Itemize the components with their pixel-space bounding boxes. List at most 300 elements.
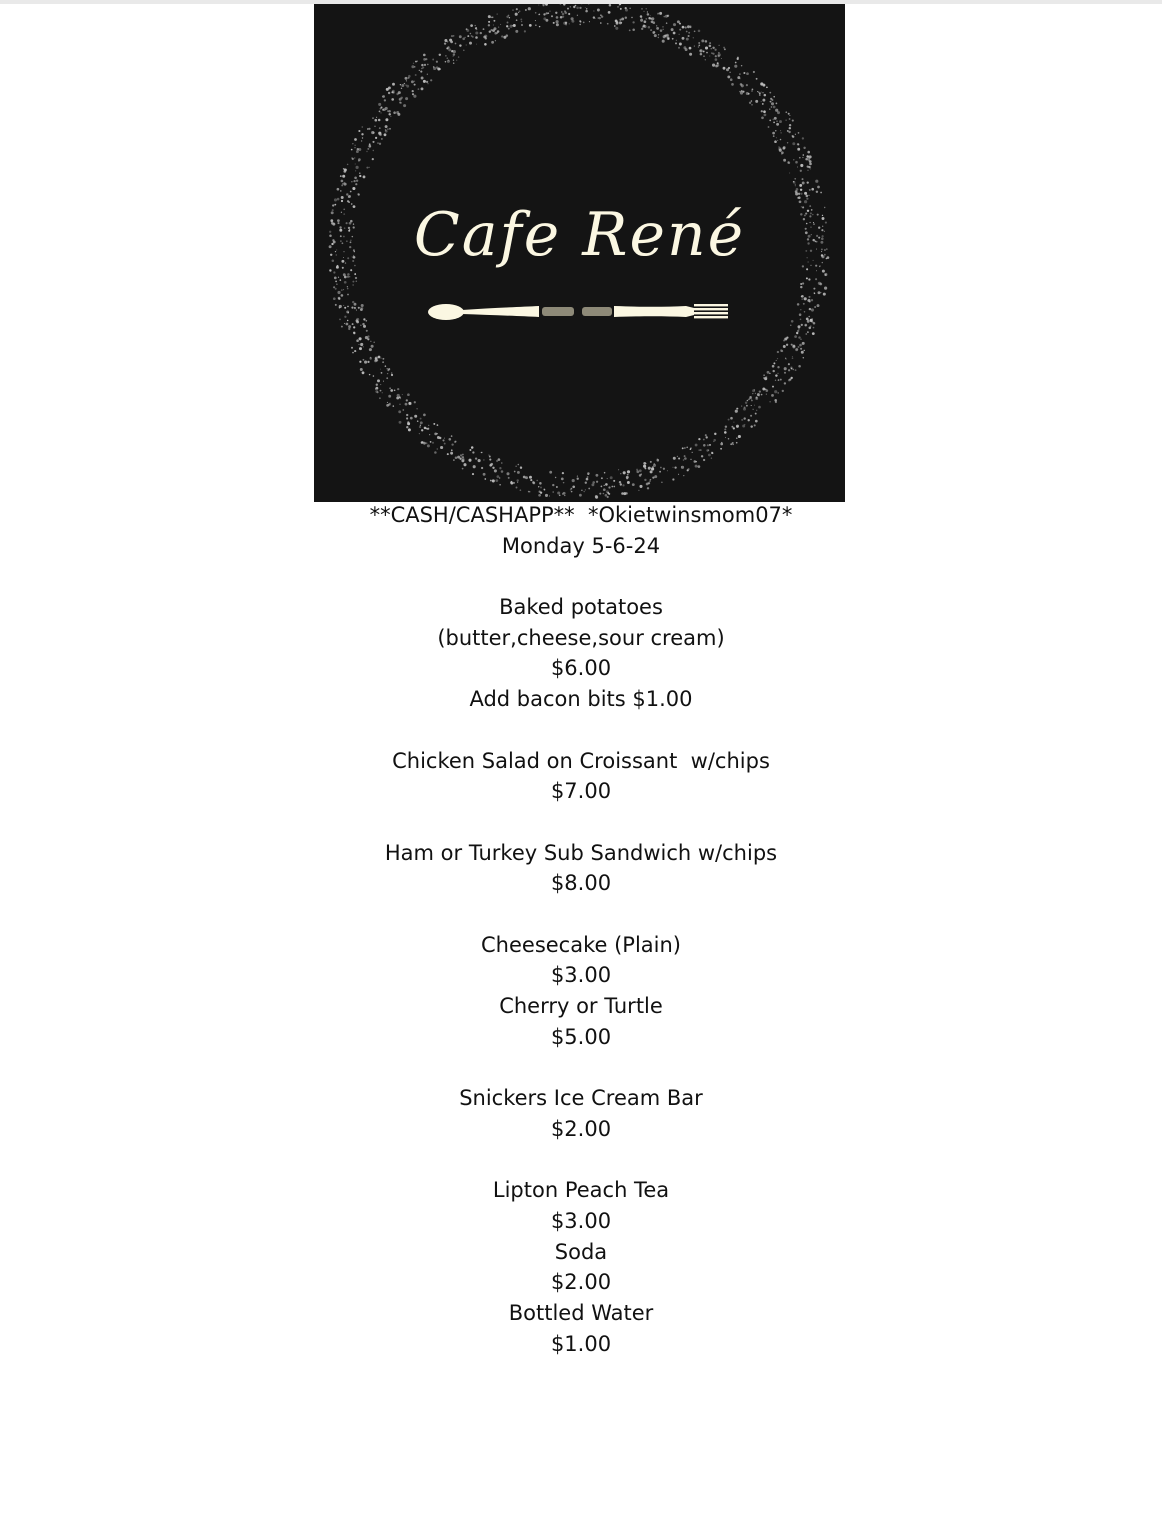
- ring-dot: [625, 16, 627, 18]
- ring-dot: [647, 13, 650, 16]
- ring-dot: [733, 422, 734, 423]
- ring-dot: [662, 26, 663, 27]
- ring-dot: [809, 308, 811, 310]
- ring-dot: [492, 479, 495, 482]
- ring-dot: [351, 307, 353, 309]
- ring-dot: [795, 185, 796, 186]
- ring-dot: [427, 74, 428, 75]
- ring-dot: [764, 94, 767, 97]
- ring-dot: [382, 358, 384, 360]
- ring-dot: [718, 52, 720, 54]
- ring-dot: [538, 4, 539, 5]
- ring-dot: [414, 415, 417, 418]
- ring-dot: [396, 111, 399, 114]
- ring-dot: [751, 90, 753, 92]
- ring-dot: [758, 406, 761, 409]
- ring-dot: [338, 277, 339, 278]
- ring-dot: [507, 22, 509, 24]
- ring-dot: [810, 168, 811, 169]
- ring-dot: [679, 23, 681, 25]
- ring-dot: [415, 61, 417, 63]
- ring-dot: [489, 31, 491, 33]
- ring-dot: [711, 452, 713, 454]
- ring-dot: [788, 113, 790, 115]
- ring-dot: [619, 21, 622, 24]
- ring-dot: [360, 325, 361, 326]
- menu-item-price: $3.00: [550, 963, 612, 988]
- ring-dot: [579, 20, 581, 22]
- ring-dot: [766, 394, 767, 395]
- ring-dot: [741, 65, 742, 66]
- ring-dot: [524, 30, 526, 32]
- ring-dot: [679, 43, 682, 46]
- ring-dot: [720, 443, 723, 446]
- ring-dot: [364, 361, 367, 364]
- ring-dot: [525, 476, 528, 479]
- ring-dot: [799, 344, 802, 347]
- ring-dot: [572, 479, 575, 482]
- ring-dot: [459, 458, 461, 460]
- ring-dot: [535, 12, 537, 14]
- ring-dot: [724, 48, 726, 50]
- ring-dot: [754, 405, 755, 406]
- ring-dot: [647, 11, 648, 12]
- ring-dot: [761, 91, 762, 92]
- ring-dot: [604, 472, 606, 474]
- ring-dot: [370, 341, 371, 342]
- ring-dot: [363, 325, 366, 328]
- ring-dot: [684, 455, 686, 457]
- ring-dot: [461, 459, 464, 462]
- ring-dot: [337, 291, 340, 294]
- ring-dot: [663, 468, 665, 470]
- ring-dot: [383, 381, 384, 382]
- ring-dot: [757, 393, 760, 396]
- ring-dot: [351, 347, 353, 349]
- ring-dot: [813, 327, 815, 329]
- ring-dot: [798, 193, 800, 195]
- ring-dot: [380, 358, 381, 359]
- ring-dot: [356, 150, 359, 153]
- ring-dot: [811, 188, 814, 191]
- ring-dot: [641, 28, 643, 30]
- ring-dot: [623, 471, 626, 474]
- ring-dot: [769, 119, 771, 121]
- ring-dot: [354, 273, 356, 275]
- ring-dot: [778, 146, 779, 147]
- ring-dot: [459, 44, 461, 46]
- ring-dot: [430, 79, 432, 81]
- ring-dot: [369, 167, 370, 168]
- ring-dot: [341, 294, 344, 297]
- ring-dot: [495, 40, 496, 41]
- ring-dot: [481, 467, 483, 469]
- ring-dot: [406, 414, 408, 416]
- ring-dot: [508, 15, 510, 17]
- ring-dot: [653, 464, 656, 467]
- ring-dot: [463, 463, 466, 466]
- ring-dot: [797, 330, 799, 332]
- ring-dot: [344, 323, 345, 324]
- ring-dot: [488, 21, 490, 23]
- ring-dot: [426, 81, 428, 83]
- ring-dot: [772, 118, 774, 120]
- ring-dot: [811, 321, 813, 323]
- fork-icon: [582, 304, 728, 318]
- ring-dot: [790, 325, 791, 326]
- ring-dot: [542, 4, 544, 6]
- ring-dot: [355, 163, 356, 164]
- ring-dot: [375, 388, 376, 389]
- ring-dot: [411, 80, 414, 83]
- ring-dot: [775, 109, 778, 112]
- ring-dot: [797, 167, 798, 168]
- ring-dot: [780, 379, 782, 381]
- ring-dot: [806, 277, 808, 279]
- ring-dot: [351, 157, 353, 159]
- ring-dot: [385, 107, 388, 110]
- ring-dot: [703, 444, 706, 447]
- ring-dot: [617, 6, 619, 8]
- ring-dot: [730, 78, 733, 81]
- ring-dot: [375, 359, 378, 362]
- ring-dot: [553, 22, 555, 24]
- ring-dot: [386, 88, 389, 91]
- ring-dot: [424, 427, 427, 430]
- ring-dot: [418, 88, 420, 90]
- ring-dot: [575, 5, 577, 7]
- ring-dot: [815, 180, 818, 183]
- ring-dot: [365, 336, 368, 339]
- ring-dot: [555, 477, 556, 478]
- ring-dot: [432, 442, 434, 444]
- ring-dot: [643, 462, 646, 465]
- ring-dot: [585, 482, 587, 484]
- ring-dot: [801, 164, 803, 166]
- ring-dot: [359, 173, 360, 174]
- ring-dot: [442, 439, 444, 441]
- ring-dot: [472, 451, 474, 453]
- ring-dot: [549, 495, 550, 496]
- ring-dot: [408, 428, 411, 431]
- ring-dot: [777, 358, 778, 359]
- ring-dot: [476, 44, 477, 45]
- ring-dot: [659, 471, 661, 473]
- ring-dot: [378, 356, 381, 359]
- ring-dot: [433, 66, 435, 68]
- ring-dot: [513, 24, 516, 27]
- ring-dot: [388, 368, 390, 370]
- ring-dot: [684, 457, 687, 460]
- ring-dot: [380, 384, 381, 385]
- ring-dot: [703, 50, 705, 52]
- ring-dot: [417, 61, 418, 62]
- ring-dot: [400, 84, 401, 85]
- ring-dot: [560, 16, 563, 19]
- ring-dot: [604, 485, 605, 486]
- ring-dot: [389, 128, 391, 130]
- ring-dot: [802, 282, 804, 284]
- ring-dot: [714, 49, 716, 51]
- ring-dot: [421, 77, 424, 80]
- ring-dot: [682, 37, 685, 40]
- ring-dot: [804, 297, 807, 300]
- ring-dot: [601, 15, 603, 17]
- ring-dot: [339, 307, 341, 309]
- ring-dot: [762, 103, 764, 105]
- ring-dot: [644, 20, 647, 23]
- ring-dot: [749, 102, 751, 104]
- ring-dot: [771, 106, 772, 107]
- ring-dot: [709, 45, 712, 48]
- ring-dot: [346, 323, 349, 326]
- ring-dot: [399, 102, 401, 104]
- ring-dot: [564, 10, 566, 12]
- ring-dot: [636, 469, 638, 471]
- ring-dot: [478, 459, 481, 462]
- ring-dot: [379, 111, 381, 113]
- ring-dot: [340, 190, 342, 192]
- ring-dot: [797, 303, 800, 306]
- ring-dot: [754, 424, 756, 426]
- ring-dot: [773, 370, 775, 372]
- ring-dot: [391, 372, 393, 374]
- ring-dot: [427, 83, 428, 84]
- ring-dot: [350, 191, 352, 193]
- ring-dot: [408, 75, 411, 78]
- ring-dot: [683, 475, 684, 476]
- ring-dot: [365, 320, 367, 322]
- ring-dot: [351, 149, 353, 151]
- ring-dot: [379, 127, 381, 129]
- ring-dot: [358, 148, 361, 151]
- ring-dot: [529, 491, 531, 493]
- ring-dot: [561, 478, 564, 481]
- ring-dot: [632, 483, 635, 486]
- ring-dot: [545, 494, 548, 497]
- ring-dot: [701, 455, 703, 457]
- ring-dot: [354, 145, 355, 146]
- ring-dot: [368, 128, 370, 130]
- ring-dot: [570, 489, 571, 490]
- ring-dot: [352, 352, 354, 354]
- ring-dot: [774, 399, 777, 402]
- ring-dot: [785, 111, 787, 113]
- ring-dot: [336, 283, 337, 284]
- ring-dot: [353, 332, 355, 334]
- ring-dot: [399, 99, 400, 100]
- ring-dot: [367, 338, 369, 340]
- ring-dot: [622, 484, 624, 486]
- ring-dot: [807, 181, 809, 183]
- ring-dot: [707, 444, 709, 446]
- ring-dot: [444, 438, 445, 439]
- ring-dot: [348, 196, 350, 198]
- ring-dot: [406, 85, 409, 88]
- ring-dot: [774, 390, 777, 393]
- ring-dot: [807, 331, 809, 333]
- ring-dot: [342, 175, 345, 178]
- ring-dot: [503, 36, 506, 39]
- ring-dot: [489, 459, 491, 461]
- ring-dot: [369, 348, 372, 351]
- ring-dot: [700, 449, 702, 451]
- ring-dot: [407, 393, 410, 396]
- ring-dot: [387, 368, 388, 369]
- menu-date: Monday 5-6-24: [501, 533, 661, 558]
- ring-dot: [420, 418, 422, 420]
- ring-dot: [735, 62, 737, 64]
- ring-dot: [769, 401, 770, 402]
- ring-dot: [422, 67, 424, 69]
- ring-dot: [391, 98, 394, 101]
- ring-dot: [784, 382, 786, 384]
- ring-dot: [597, 9, 600, 12]
- ring-dot: [713, 439, 716, 442]
- ring-dot: [640, 19, 643, 22]
- ring-dot: [777, 366, 779, 368]
- ring-dot: [549, 471, 552, 474]
- ring-dot: [434, 451, 437, 454]
- ring-dot: [787, 161, 790, 164]
- ring-dot: [481, 452, 482, 453]
- ring-dot: [389, 403, 391, 405]
- ring-dot: [706, 436, 708, 438]
- ring-dot: [363, 318, 365, 320]
- ring-dot: [648, 483, 650, 485]
- menu-section-potatoes: [0, 592, 1162, 715]
- ring-dot: [583, 22, 585, 24]
- ring-dot: [427, 64, 429, 66]
- ring-dot: [497, 13, 498, 14]
- ring-dot: [468, 459, 471, 462]
- ring-dot: [359, 175, 361, 177]
- ring-dot: [532, 481, 535, 484]
- ring-dot: [789, 127, 791, 129]
- ring-dot: [603, 488, 606, 491]
- ring-dot: [375, 119, 378, 122]
- ring-dot: [410, 417, 413, 420]
- section-gap: [0, 899, 1162, 930]
- ring-dot: [385, 365, 387, 367]
- ring-dot: [351, 181, 352, 182]
- ring-dot: [705, 434, 707, 436]
- ring-dot: [369, 143, 371, 145]
- ring-dot: [773, 106, 776, 109]
- ring-dot: [543, 13, 545, 15]
- ring-dot: [497, 475, 500, 478]
- ring-dot: [751, 104, 753, 106]
- ring-dot: [386, 377, 388, 379]
- ring-dot: [529, 476, 532, 479]
- ring-dot: [802, 178, 804, 180]
- ring-dot: [694, 30, 696, 32]
- ring-dot: [716, 64, 719, 67]
- ring-dot: [373, 150, 374, 151]
- ring-dot: [453, 53, 455, 55]
- menu-item-price: $2.00: [550, 1116, 612, 1141]
- ring-dot: [455, 456, 458, 459]
- ring-dot: [808, 316, 810, 318]
- menu-item-name: Ham or Turkey Sub Sandwich w/chips: [384, 840, 778, 865]
- ring-dot: [724, 428, 726, 430]
- ring-dot: [753, 71, 755, 73]
- ring-dot: [733, 427, 735, 429]
- ring-dot: [356, 310, 357, 311]
- ring-dot: [629, 8, 630, 9]
- ring-dot: [341, 326, 343, 328]
- ring-dot: [393, 405, 394, 406]
- ring-dot: [814, 306, 816, 308]
- ring-dot: [515, 13, 518, 16]
- ring-dot: [585, 7, 586, 8]
- ring-dot: [737, 57, 739, 59]
- ring-dot: [354, 307, 356, 309]
- ring-dot: [756, 397, 758, 399]
- ring-dot: [521, 24, 523, 26]
- ring-dot: [436, 448, 438, 450]
- ring-dot: [770, 98, 772, 100]
- ring-dot: [626, 477, 628, 479]
- ring-dot: [344, 183, 347, 186]
- ring-dot: [369, 374, 370, 375]
- ring-dot: [621, 17, 624, 20]
- ring-dot: [360, 368, 363, 371]
- ring-dot: [616, 21, 619, 24]
- ring-dot: [820, 192, 822, 194]
- ring-dot: [652, 476, 654, 478]
- menu-item-name: Baked potatoes: [499, 595, 663, 620]
- ring-dot: [800, 189, 802, 191]
- ring-dot: [341, 196, 344, 199]
- ring-dot: [397, 388, 399, 390]
- ring-dot: [791, 320, 794, 323]
- ring-dot: [361, 126, 363, 128]
- ring-dot: [804, 192, 806, 194]
- ring-dot: [355, 183, 357, 185]
- ring-dot: [777, 351, 779, 353]
- ring-dot: [779, 120, 782, 123]
- ring-dot: [763, 377, 765, 379]
- ring-dot: [340, 279, 342, 281]
- ring-dot: [389, 387, 391, 389]
- ring-dot: [378, 103, 381, 106]
- ring-dot: [451, 35, 453, 37]
- ring-dot: [818, 291, 821, 294]
- ring-dot: [817, 186, 820, 189]
- ring-dot: [384, 99, 386, 101]
- ring-dot: [403, 104, 406, 107]
- ring-dot: [374, 126, 375, 127]
- ring-dot: [385, 118, 388, 121]
- ring-dot: [671, 28, 674, 31]
- ring-dot: [494, 469, 497, 472]
- ring-dot: [666, 22, 668, 24]
- ring-dot: [453, 35, 454, 36]
- ring-dot: [706, 52, 708, 54]
- ring-dot: [343, 289, 344, 290]
- ring-dot: [761, 101, 762, 102]
- ring-dot: [725, 425, 727, 427]
- ring-dot: [746, 92, 749, 95]
- ring-dot: [759, 94, 761, 96]
- ring-dot: [450, 452, 453, 455]
- ring-dot: [792, 369, 794, 371]
- ring-dot: [347, 294, 349, 296]
- ring-dot: [774, 140, 777, 143]
- ring-dot: [601, 477, 603, 479]
- ring-dot: [354, 147, 355, 148]
